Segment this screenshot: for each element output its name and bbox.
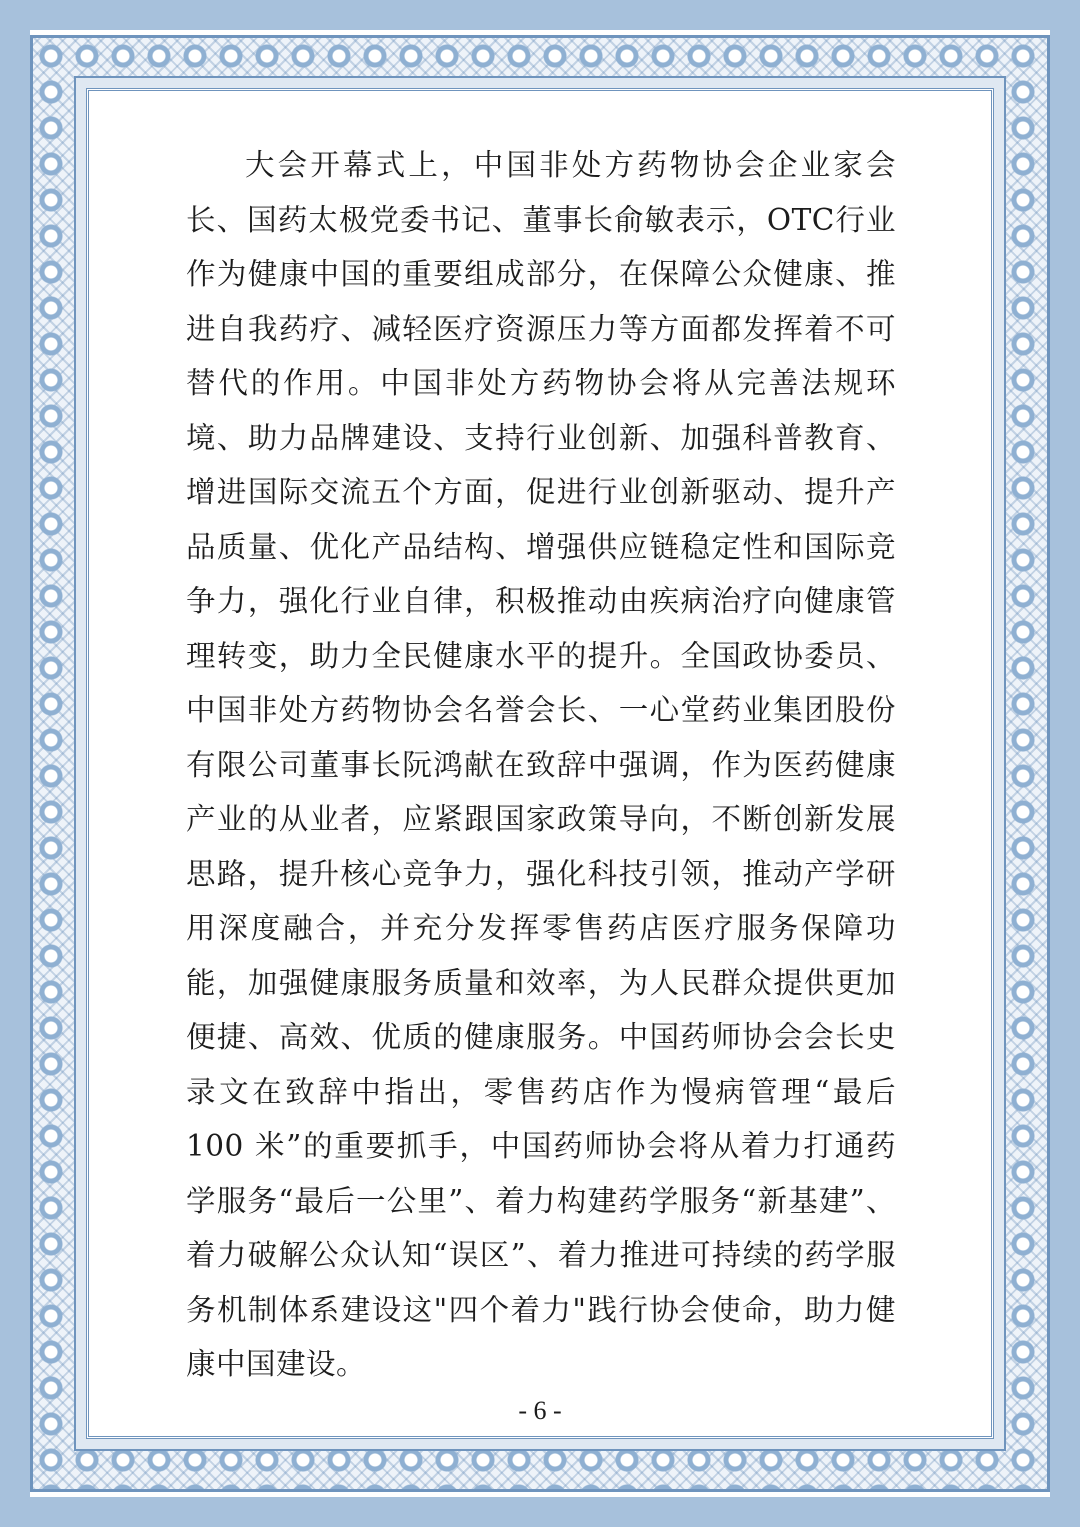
body-paragraph: 大会开幕式上，中国非处方药物协会企业家会长、国药太极党委书记、董事长俞敏表示，OTC行业作为健康中国的重要组成部分，在保障公众健康、推进自我药疗、减轻医疗资源压力等方面都发挥着不可替代的作用。中国非处方药物协会将从完善法规环境、助力品牌建设、支持行业创新、加强科普教育、增进国际交流五个方面，促进行业创新驱动、提升产品质量、优化产品结构、增强供应链稳定性和国际竞争力，强化行业自律，积极推动由疾病治疗向健康管理转变，助力全民健康水平的提升。全国政协委员、中国非处方药物协会名誉会长、一心堂药业集团股份有限公司董事长阮鸿献在致辞中强调，作为医药健康产业的从业者，应紧跟国家政策导向，不断创新发展思路，提升核心竞争力，强化科技引领，推动产学研用深度融合，并充分发挥零售药店医疗服务保障功能，加强健康服务质量和效率，为人民群众提供更加便捷、高效、优质的健康服务。中国药师协会会长史录文在致辞中指出，零售药店作为慢病管理“最后 100 米”的重要抓手，中国药师协会将从着力打通药学服务“最后一公里”、着力构建药学服务“新基建”、着力破解公众认知“误区”、着力推进可持续的药学服务机制体系建设这"四个着力"践行协会使命，助力健康中国建设。 [186, 148, 896, 1381]
page-number: - 6 - [518, 1396, 562, 1425]
